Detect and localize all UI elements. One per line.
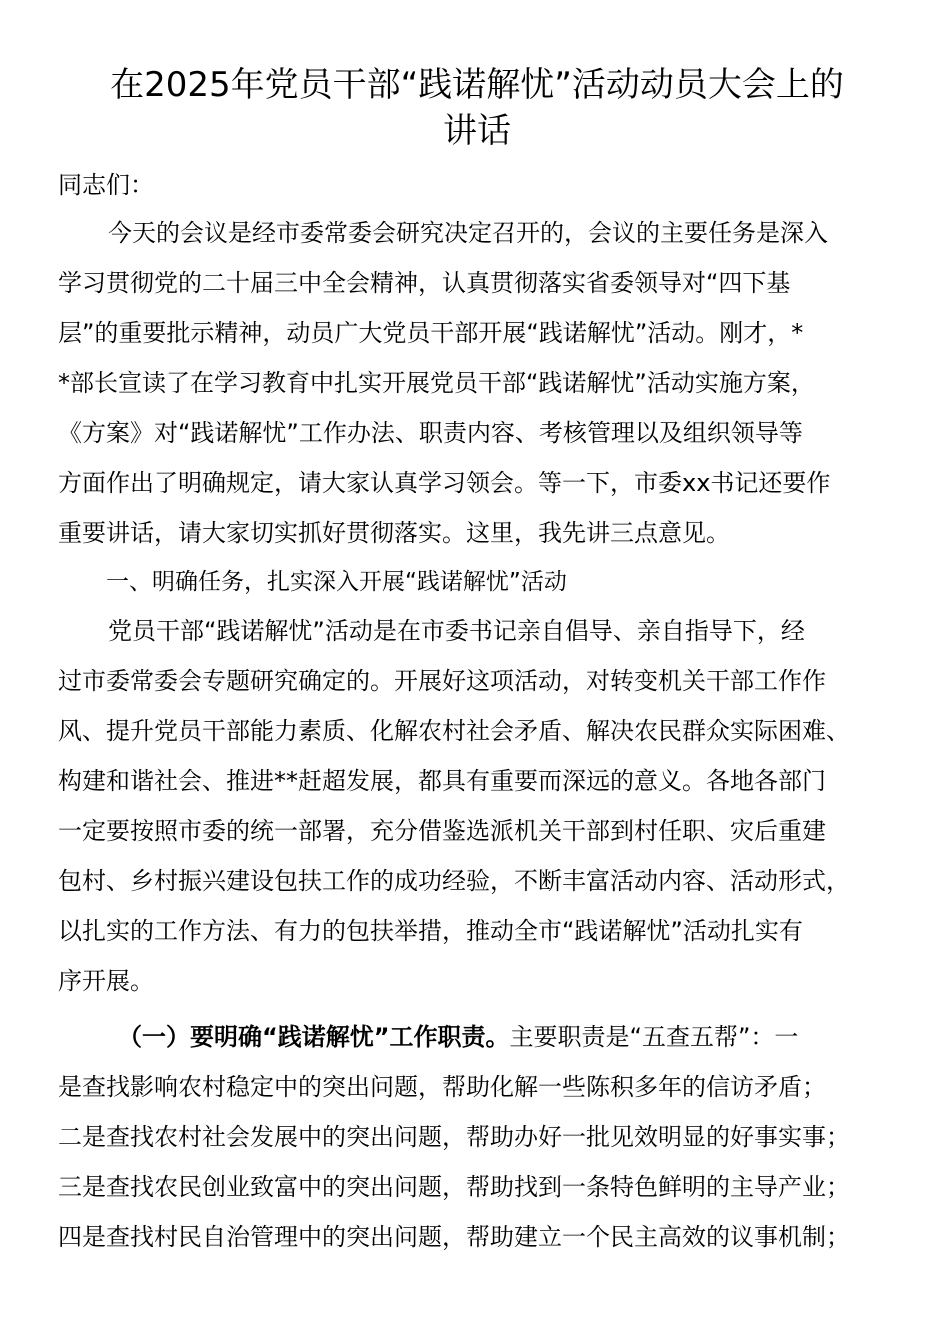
paragraph-line: 过市委常委会专题研究确定的。开展好这项活动，对转变机关干部工作作	[58, 667, 826, 695]
section-one-paragraph	[58, 606, 896, 1006]
paragraph-line: 重要讲话，请大家切实抓好贯彻落实。这里，我先讲三点意见。	[58, 519, 730, 547]
paragraph-line: 学习贯彻党的二十届三中全会精神，认真贯彻落实省委领导对“四下基	[58, 269, 791, 297]
paragraph-line: 方面作出了明确规定，请大家认真学习领会。等一下，市委xx书记还要作	[58, 469, 831, 497]
paragraph-line: 是查找影响农村稳定中的突出问题，帮助化解一些陈积多年的信访矛盾；	[58, 1073, 826, 1101]
paragraph-line: 三是查找农民创业致富中的突出问题，帮助找到一条特色鲜明的主导产业；	[58, 1173, 850, 1201]
paragraph-line: 构建和谐社会、推进**赶超发展，都具有重要而深远的意义。各地各部门	[58, 767, 826, 795]
salutation: 同志们：	[58, 171, 154, 199]
title-line-1: 在2025年党员干部“践诺解忧”活动动员大会上的	[110, 65, 844, 105]
paragraph-line: 党员干部“践诺解忧”活动是在市委书记亲自倡导、亲自指导下，经	[108, 617, 805, 645]
paragraph-line: 今天的会议是经市委常委会研究决定召开的，会议的主要任务是深入	[108, 219, 828, 247]
paragraph-line: *部长宣读了在学习教育中扎实开展党员干部“践诺解忧”活动实施方案，	[58, 369, 815, 397]
paragraph-line: 以扎实的工作方法、有力的包扶举措，推动全市“践诺解忧”活动扎实有	[58, 917, 803, 945]
paragraph-line: 四是查找村民自治管理中的突出问题，帮助建立一个民主高效的议事机制；	[58, 1223, 850, 1251]
intro-paragraph	[58, 208, 896, 558]
document-page	[58, 62, 896, 1262]
paragraph-line: 《方案》对“践诺解忧”工作办法、职责内容、考核管理以及组织领导等	[58, 419, 803, 447]
subsection-one-lead: 主要职责是“五查五帮”：一	[509, 1023, 799, 1051]
paragraph-line: 二是查找农村社会发展中的突出问题，帮助办好一批见效明显的好事实事；	[58, 1123, 850, 1151]
subsection-first-line	[58, 1012, 896, 1062]
paragraph-line: 包村、乡村振兴建设包扶工作的成功经验，不断丰富活动内容、活动形式，	[58, 867, 850, 895]
section-one-heading: 一、明确任务，扎实深入开展“践诺解忧”活动	[106, 569, 567, 595]
subsection-one-heading: （一）要明确“践诺解忧”工作职责。	[118, 1023, 510, 1051]
paragraph-line: 风、提升党员干部能力素质、化解农村社会矛盾、解决农民群众实际困难、	[58, 717, 850, 745]
subsection-one-paragraph	[58, 1012, 896, 1262]
document-title	[58, 62, 896, 154]
paragraph-line: 一定要按照市委的统一部署，充分借鉴选派机关干部到村任职、灾后重建	[58, 817, 826, 845]
title-line-2: 讲话	[443, 111, 511, 151]
paragraph-line: 层”的重要批示精神，动员广大党员干部开展“践诺解忧”活动。刚才，*	[58, 319, 804, 347]
paragraph-line: 序开展。	[58, 967, 154, 995]
